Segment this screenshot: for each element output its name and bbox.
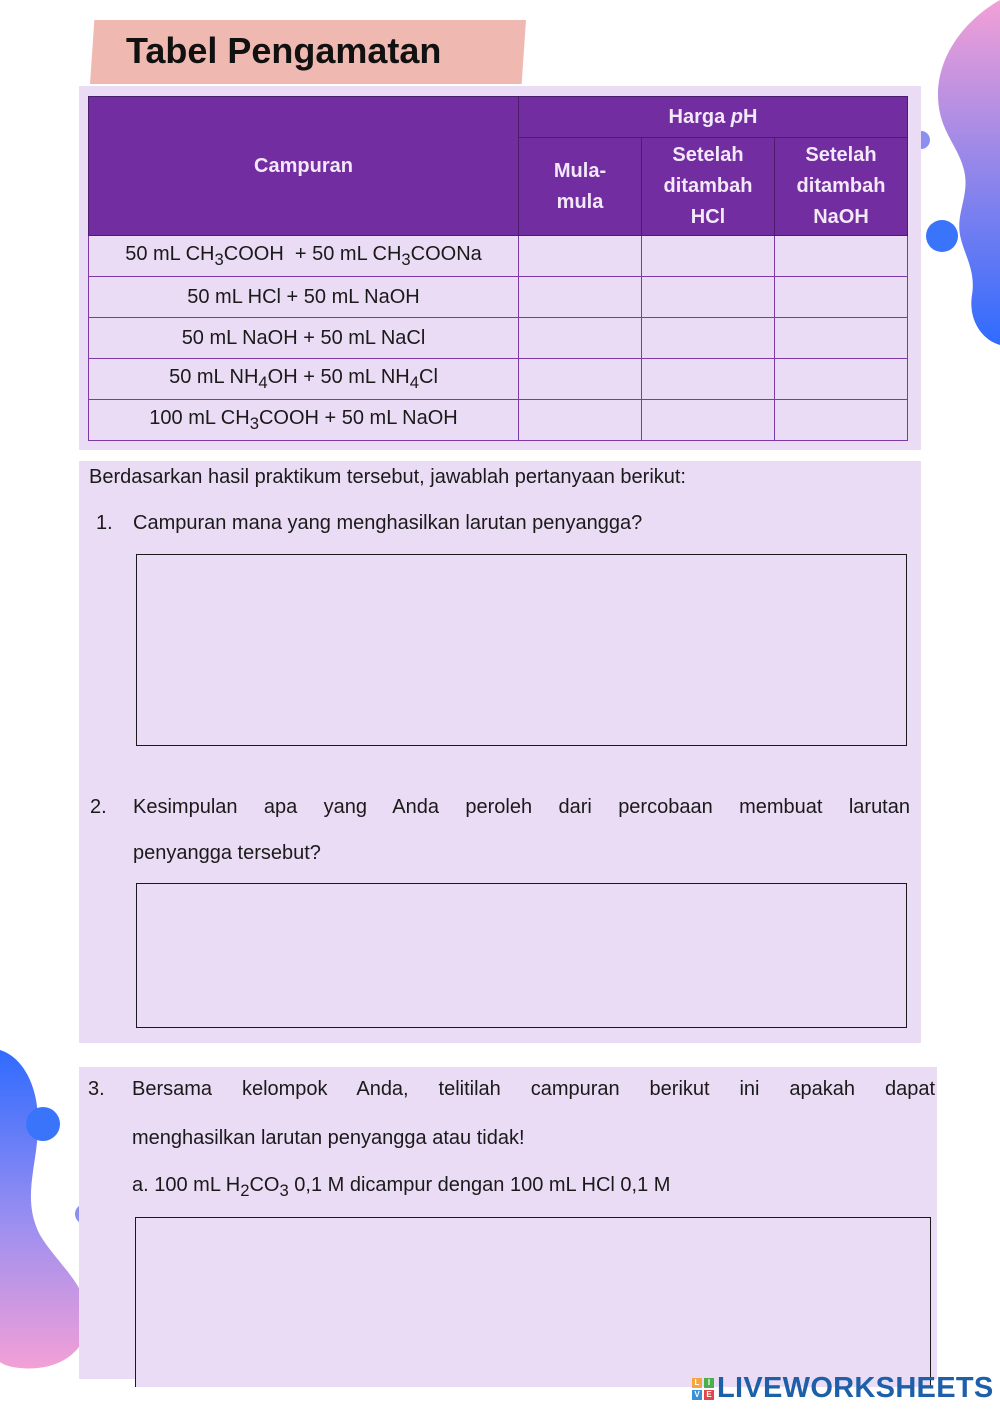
ph-initial-input[interactable] [519, 318, 642, 359]
question-2-line-2: penyangga tersebut? [133, 842, 321, 864]
page-title: Tabel Pengamatan [126, 30, 442, 71]
mixture-cell: 50 mL NaOH + 50 mL NaCl [89, 318, 519, 359]
header-after-naoh: Setelah ditambah NaOH [775, 138, 908, 236]
table-row [89, 400, 908, 441]
table-row [89, 359, 908, 400]
table-row [89, 318, 908, 359]
question-3-line-2: menghasilkan larutan penyangga atau tidak! [132, 1127, 525, 1149]
question-2-line-1: Kesimpulan apa yang Anda peroleh dari percobaan membuat larutan [133, 796, 910, 818]
question-3-number: 3. [88, 1078, 105, 1100]
decorative-dot [26, 1107, 60, 1141]
ph-hcl-input[interactable] [642, 359, 775, 400]
logo-text: LIVEWORKSHEETS [717, 1372, 994, 1404]
header-ph: Harga pH [519, 97, 908, 138]
header-after-hcl: Setelah ditambah HCl [642, 138, 775, 236]
ph-initial-input[interactable] [519, 236, 642, 277]
ph-initial-input[interactable] [519, 359, 642, 400]
ph-hcl-input[interactable] [642, 236, 775, 277]
header-mixture: Campuran [89, 97, 519, 236]
table-row [89, 277, 908, 318]
ph-hcl-input[interactable] [642, 277, 775, 318]
liveworksheets-logo [692, 1372, 994, 1405]
ph-initial-input[interactable] [519, 277, 642, 318]
logo-grid-icon: L I V E [692, 1378, 714, 1400]
instructions-text: Berdasarkan hasil praktikum tersebut, jawablah pertanyaan berikut: [89, 466, 686, 488]
ph-naoh-input[interactable] [775, 236, 908, 277]
table-row [89, 236, 908, 277]
mixture-cell: 100 mL $CH_3COOH + 50$ mL NaOH [89, 400, 519, 441]
ph-hcl-input[interactable] [642, 400, 775, 441]
answer-box-1[interactable] [136, 554, 907, 746]
ph-naoh-input[interactable] [775, 359, 908, 400]
answer-box-2[interactable] [136, 883, 907, 1028]
decorative-blob-top-right [920, 0, 1000, 350]
observation-table [88, 96, 908, 441]
ph-naoh-input[interactable] [775, 318, 908, 359]
mixture-cell: 50 mL HCl + 50 mL NaOH [89, 277, 519, 318]
mixture-cell: 50 mL $NH_4OH + 50$ mL $NH_4Cl$ [89, 359, 519, 400]
answer-box-3a[interactable] [135, 1217, 931, 1387]
question-1-number: 1. [96, 512, 113, 534]
question-2-number: 2. [90, 796, 107, 818]
ph-initial-input[interactable] [519, 400, 642, 441]
ph-hcl-input[interactable] [642, 318, 775, 359]
question-3a-text: a. 100 mL $H_2CO_3$ 0,1 M dicampur dengan 100 mL HCl 0,1 M [132, 1174, 671, 1200]
ph-naoh-input[interactable] [775, 400, 908, 441]
decorative-dot [926, 220, 958, 252]
question-1-text: Campuran mana yang menghasilkan larutan penyangga? [133, 512, 643, 534]
header-initial: Mula- mula [519, 138, 642, 236]
question-3-line-1: Bersama kelompok Anda, telitilah campuran berikut ini apakah dapat [132, 1078, 935, 1100]
ph-naoh-input[interactable] [775, 277, 908, 318]
mixture-cell: 50 mL $CH_3COOH + 50$ mL $CH_3COONa$ [89, 236, 519, 277]
